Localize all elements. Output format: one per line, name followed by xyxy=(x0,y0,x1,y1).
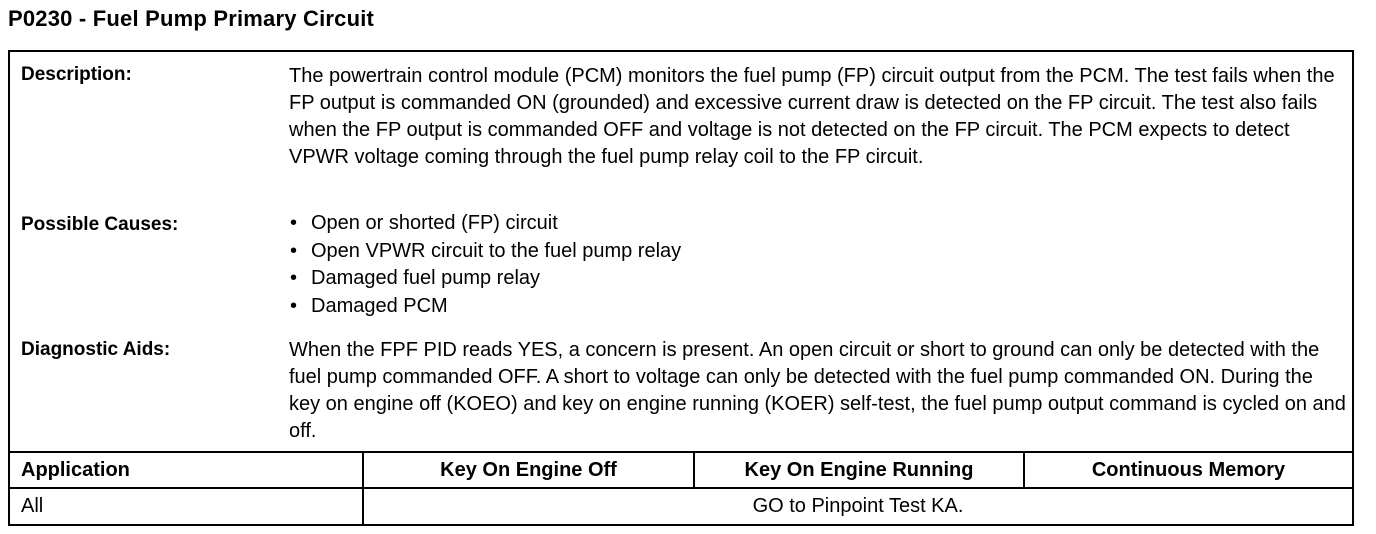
header-koer: Key On Engine Running xyxy=(744,459,974,481)
header-koeo: Key On Engine Off xyxy=(440,459,617,481)
cause-item: • Damaged PCM xyxy=(289,293,1349,321)
header-continuous-memory: Continuous Memory xyxy=(1091,459,1286,481)
dtc-info-frame xyxy=(8,50,1354,526)
cause-item: • Damaged fuel pump relay xyxy=(289,265,1349,293)
diagnostic-aids-label: Diagnostic Aids: xyxy=(21,339,171,360)
dtc-info-section xyxy=(10,52,1352,451)
cause-item: • Open or shorted (FP) circuit xyxy=(289,210,1349,238)
possible-causes-label: Possible Causes: xyxy=(21,214,179,235)
possible-causes-list-wrap xyxy=(289,210,1349,320)
cell-application: All xyxy=(21,495,44,517)
possible-causes-list xyxy=(289,210,1349,320)
header-application: Application xyxy=(21,459,130,481)
description-paragraph: The powertrain control module (PCM) monitors the fuel pump (FP) circuit output from the PCM. The test fails when the FP output is commanded ON (grounded) and excessive current draw is detected on the FP circuit. The test also fails when the FP output is commanded OFF and voltage is not detected on the FP circuit. The PCM expects to detect VPWR voltage coming through the fuel pump relay coil to the FP circuit. xyxy=(289,65,1335,168)
cause-item: • Open VPWR circuit to the fuel pump relay xyxy=(289,238,1349,266)
diagnostic-aids-paragraph: When the FPF PID reads YES, a concern is present. An open circuit or short to ground can only be detected with the fuel pump commanded OFF. A short to voltage can only be detected with the fuel pump commanded ON. During the key on engine off (KOEO) and key on engine running (KOER) self-test, the fuel pump output command is cycled on and off. xyxy=(289,339,1346,442)
description-text xyxy=(289,63,1349,171)
cell-action: GO to Pinpoint Test KA. xyxy=(752,495,964,517)
page-title: P0230 - Fuel Pump Primary Circuit xyxy=(8,6,375,31)
diagnostic-aids-text xyxy=(289,337,1349,445)
description-label: Description: xyxy=(21,64,132,85)
